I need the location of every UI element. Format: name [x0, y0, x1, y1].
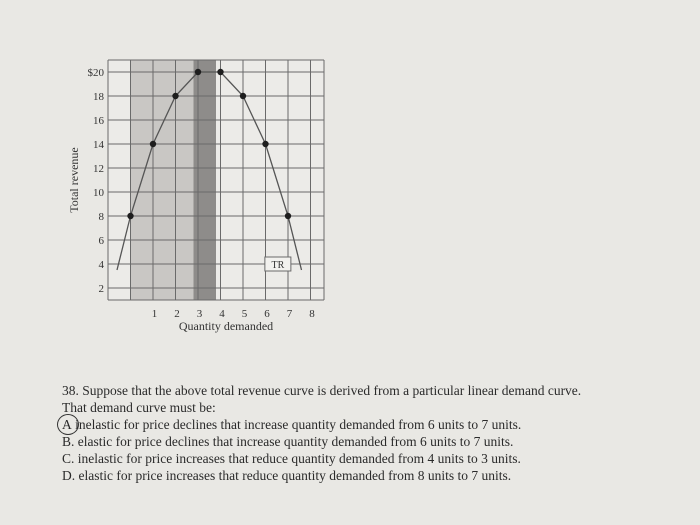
choice-c[interactable] — [62, 450, 672, 467]
x-tick-label: 1 — [151, 308, 158, 320]
choice-a-letter: A — [62, 417, 72, 432]
curve-label: TR — [271, 260, 285, 271]
question-block — [62, 382, 672, 484]
x-tick-label: 4 — [219, 308, 225, 320]
choice-b[interactable] — [62, 433, 672, 450]
curve-label-box — [265, 257, 291, 271]
x-tick-label: 3 — [196, 308, 203, 320]
y-tick-label: 18 — [93, 91, 104, 103]
tr-point — [217, 69, 223, 75]
x-tick-label: 7 — [286, 308, 293, 320]
x-tick-label: 6 — [264, 308, 270, 320]
choice-b-letter: B. — [62, 434, 75, 449]
tr-point — [262, 141, 268, 147]
question-stem: 38. Suppose that the above total revenue curve is derived from a particular linear demand curve. — [62, 383, 582, 398]
choice-a[interactable] — [62, 416, 672, 433]
x-axis-title: Quantity demanded — [178, 319, 274, 333]
y-axis-ticks — [88, 67, 105, 295]
choice-b-text: elastic for price declines that increase quantity demanded from 6 units to 7 units. — [74, 434, 514, 449]
y-tick-label: 4 — [98, 259, 104, 271]
choice-d-letter: D. — [62, 468, 76, 483]
choice-d[interactable] — [62, 467, 672, 484]
question-prompt: That demand curve must be: — [62, 400, 216, 415]
tr-point — [150, 141, 156, 147]
y-tick-label: 8 — [98, 211, 104, 223]
choice-a-text: inelastic for price declines that increase quantity demanded from 6 units to 7 units. — [71, 417, 522, 432]
x-tick-label: 5 — [241, 308, 248, 320]
x-tick-label: 2 — [174, 308, 180, 320]
y-tick-label: 16 — [93, 115, 104, 127]
tr-point — [172, 93, 178, 99]
y-axis-title: Total revenue — [67, 147, 81, 213]
choice-c-letter: C. — [62, 451, 75, 466]
tr-point — [195, 69, 201, 75]
tr-point — [240, 93, 246, 99]
x-tick-label: 8 — [309, 308, 315, 320]
y-tick-label: 12 — [93, 163, 104, 175]
choice-c-text: inelastic for price increases that reduce quantity demanded from 4 units to 3 units. — [74, 451, 521, 466]
choice-d-text: elastic for price increases that reduce quantity demanded from 8 units to 7 units. — [75, 468, 512, 483]
y-tick-label: $20 — [87, 67, 104, 79]
y-tick-label: 2 — [98, 283, 104, 295]
y-tick-label: 10 — [93, 187, 104, 199]
tr-point — [285, 213, 291, 219]
tr-point — [127, 213, 133, 219]
y-tick-label: 14 — [93, 139, 104, 151]
y-tick-label: 6 — [98, 235, 104, 247]
